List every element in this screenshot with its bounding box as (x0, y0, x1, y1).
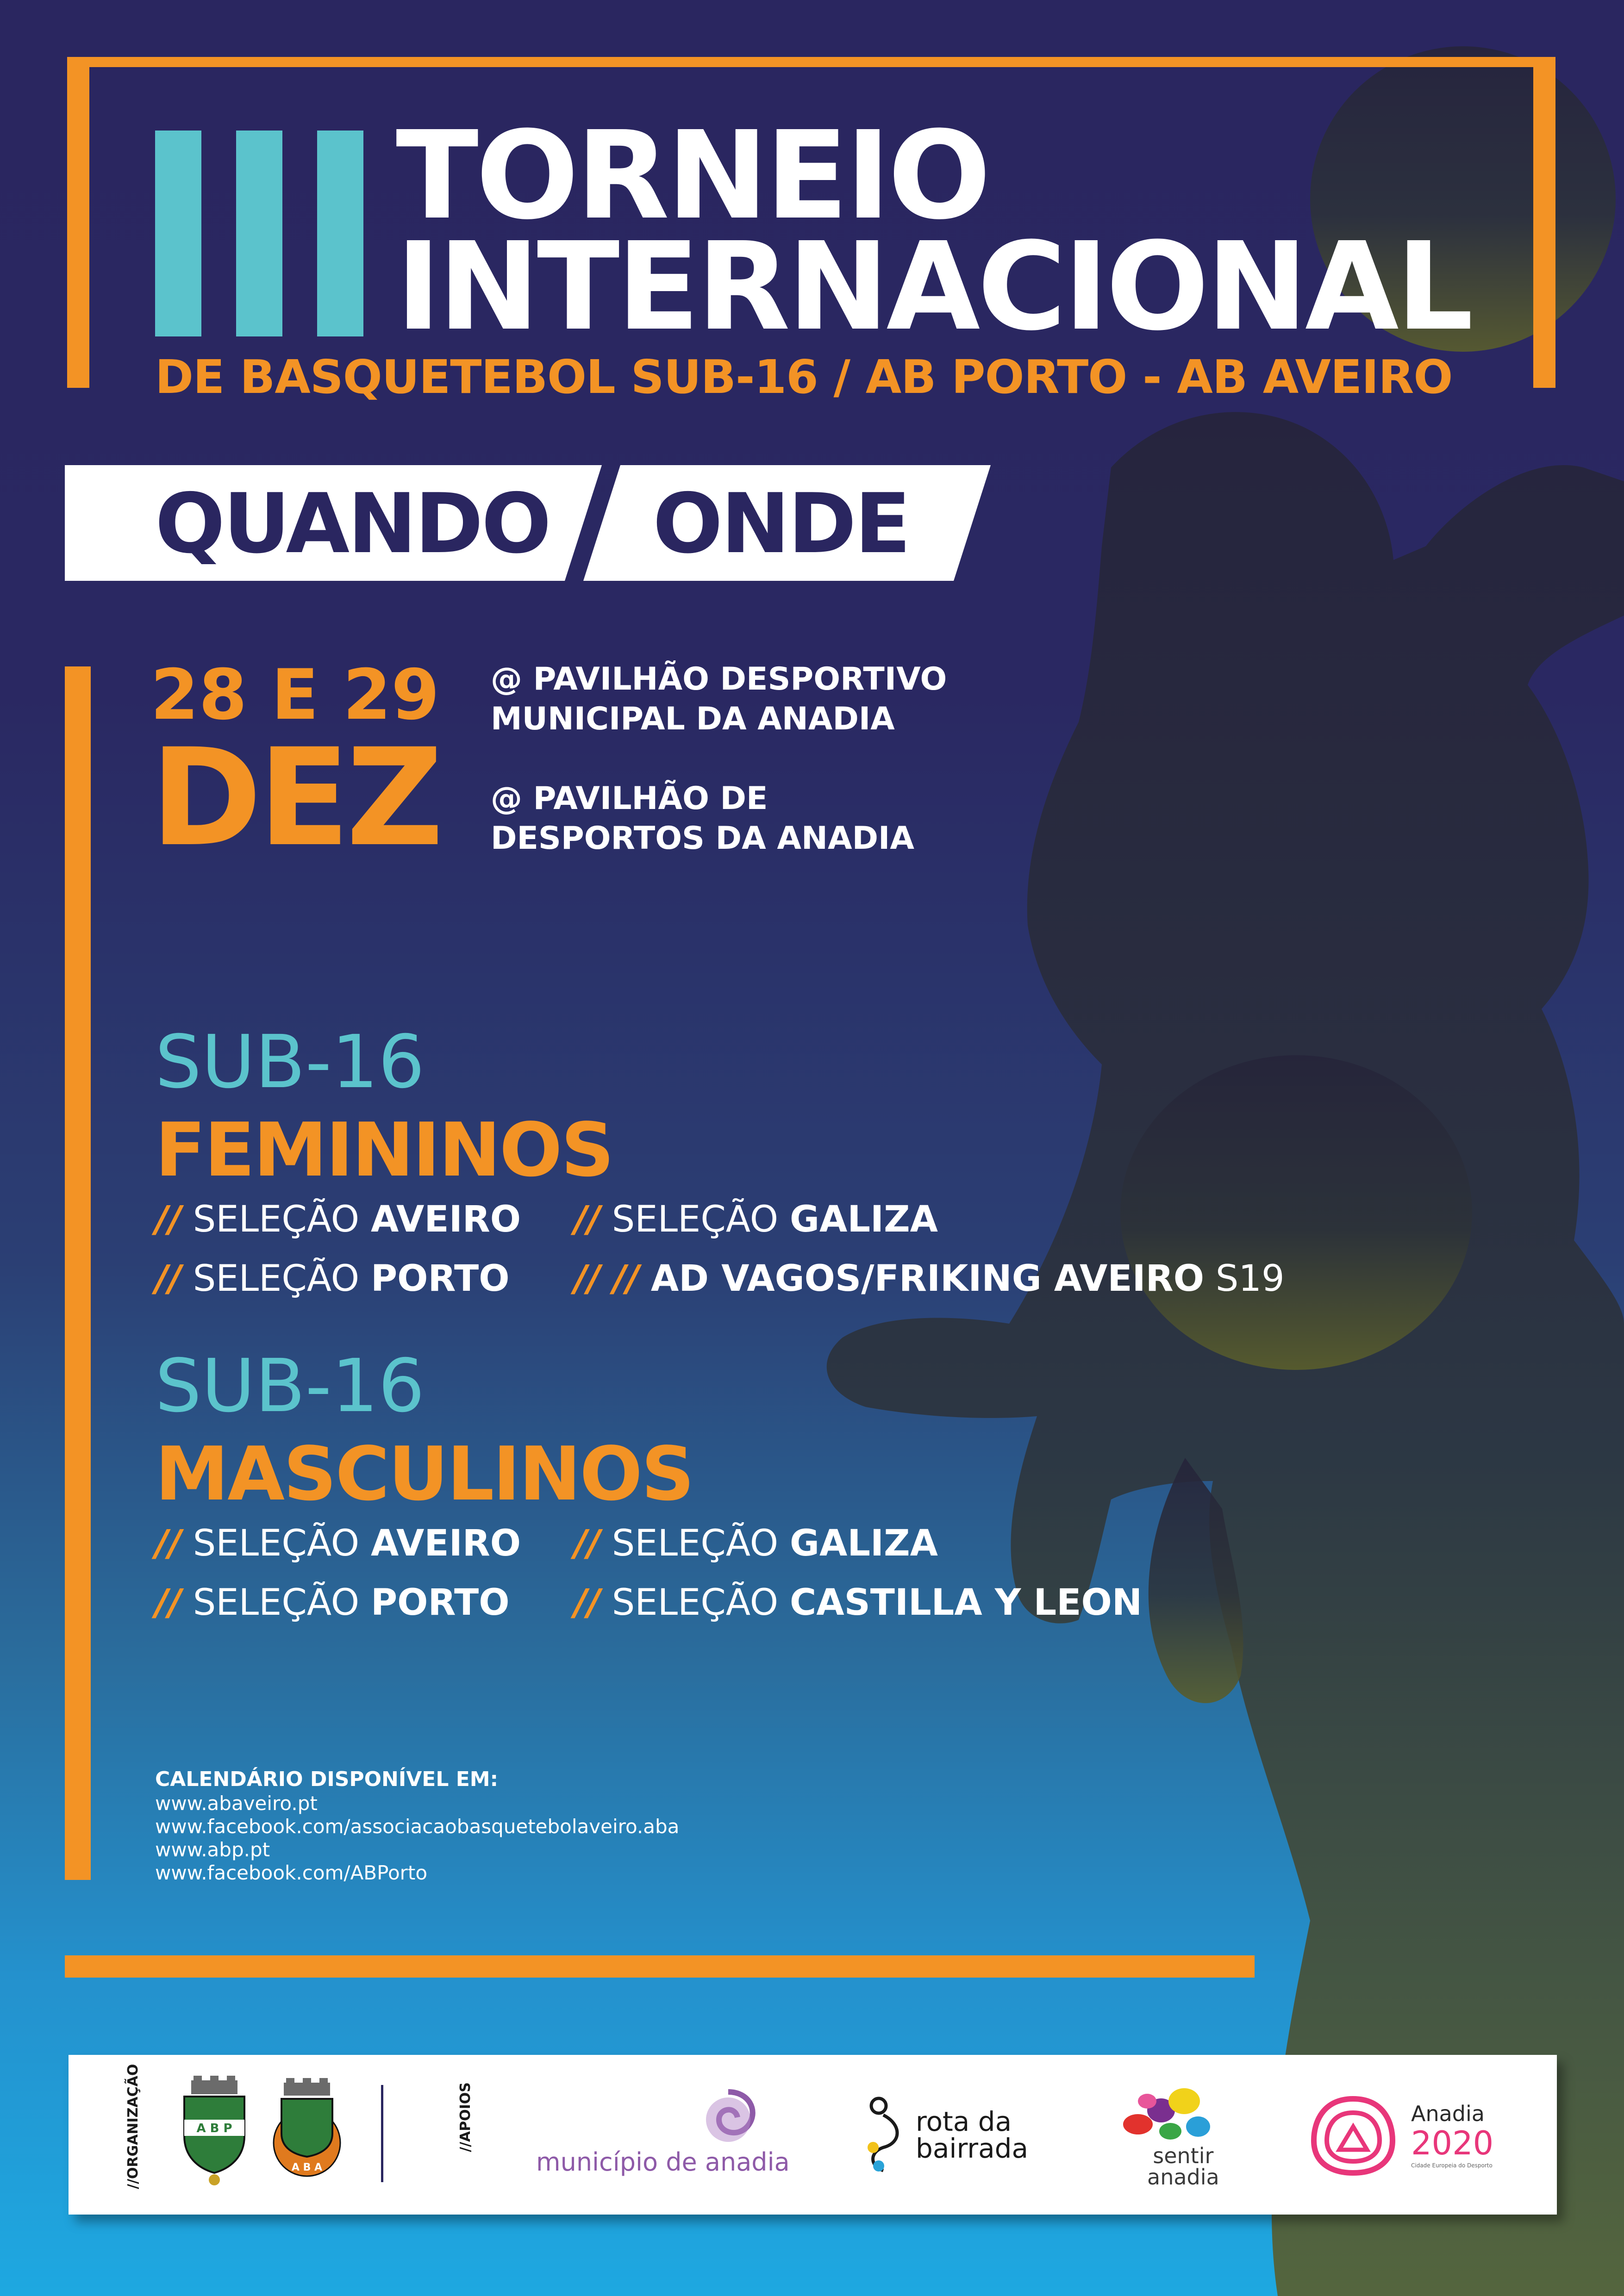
rota-bairrada-icon (860, 2092, 911, 2184)
tournament-title (396, 105, 1471, 357)
calendar-link-abaveiro[interactable]: www.abaveiro.pt (155, 1792, 318, 1815)
municipio-anadia-logo: município de anadia (536, 2147, 790, 2177)
team-list-item: // SELEÇÃO CASTILLA Y LEON (574, 1582, 1143, 1624)
event-date-month: DEZ (150, 720, 440, 876)
frame-top-bar (67, 57, 1555, 67)
venue-1-line-1: @ PAVILHÃO DESPORTIVO (491, 661, 947, 697)
anadia-2020-tagline: Cidade Europeia do Desporto (1411, 2162, 1493, 2169)
where-label: ONDE (653, 476, 909, 572)
team-list-item: // SELEÇÃO GALIZA (574, 1199, 938, 1240)
abp-crest-logo (180, 2076, 249, 2187)
content-vertical-bar (65, 666, 91, 1880)
venue-2-line-1: @ PAVILHÃO DE (491, 780, 768, 817)
frame-left-bar (67, 57, 89, 388)
svg-text:A B A: A B A (291, 2162, 323, 2173)
team-list-item: // SELEÇÃO AVEIRO (155, 1199, 521, 1240)
support-label: //APOIOS (457, 2082, 474, 2152)
event-date-days: 28 E 29 (150, 655, 440, 735)
roman-numeral-bar-1 (155, 131, 201, 336)
when-label: QUANDO (155, 476, 550, 572)
sponsors-footer (69, 2055, 1557, 2215)
municipio-swirl-icon (693, 2087, 763, 2147)
organization-label: //ORGANIZAÇÃO (125, 2064, 141, 2189)
team-list-item: // SELEÇÃO PORTO (155, 1582, 510, 1624)
roman-numeral-bar-2 (236, 131, 282, 336)
content-bottom-bar (65, 1955, 1255, 1978)
anadia-2020-word: Anadia (1411, 2101, 1485, 2126)
male-age-group: SUB-16 (155, 1344, 425, 1429)
frame-right-bar (1533, 57, 1555, 388)
tournament-subtitle: DE BASQUETEBOL SUB-16 / AB PORTO - AB AVEIRO (155, 350, 1453, 404)
aba-crest-logo (272, 2078, 342, 2184)
svg-text:A B P: A B P (196, 2122, 232, 2135)
footer-divider (381, 2085, 383, 2182)
calendar-link-facebook-aba[interactable]: www.facebook.com/associacaobasquetebolaveiro.aba (155, 1815, 680, 1838)
female-age-group: SUB-16 (155, 1020, 425, 1105)
venue-1-line-2: MUNICIPAL DA ANADIA (491, 701, 895, 737)
title-line-2: INTERNACIONAL (396, 216, 1471, 357)
title-line-1: TORNEIO (396, 105, 988, 246)
rota-bairrada-logo: rota da bairrada (916, 2106, 1029, 2164)
team-list-item: // SELEÇÃO AVEIRO (155, 1523, 521, 1564)
team-list-item: // SELEÇÃO PORTO (155, 1258, 510, 1300)
calendar-link-facebook-abp[interactable]: www.facebook.com/ABPorto (155, 1861, 428, 1884)
venue-2-line-2: DESPORTOS DA ANADIA (491, 820, 914, 857)
roman-numeral-bar-3 (317, 131, 363, 336)
calendar-link-abp[interactable]: www.abp.pt (155, 1838, 270, 1861)
team-list-item: // // AD VAGOS/FRIKING AVEIRO S19 (574, 1258, 1285, 1300)
female-category-title: FEMININOS (155, 1107, 613, 1193)
venue-2 (491, 779, 914, 859)
anadia-2020-emblem-icon (1309, 2094, 1397, 2178)
team-list-item: // SELEÇÃO GALIZA (574, 1523, 938, 1564)
anadia-2020-year: 2020 (1411, 2124, 1494, 2162)
sentir-anadia-logo: sentir anadia (1147, 2143, 1219, 2190)
male-category-title: MASCULINOS (155, 1431, 693, 1517)
sentir-anadia-hands-icon (1119, 2083, 1217, 2147)
calendar-heading: CALENDÁRIO DISPONÍVEL EM: (155, 1767, 499, 1791)
venue-1 (491, 660, 947, 739)
